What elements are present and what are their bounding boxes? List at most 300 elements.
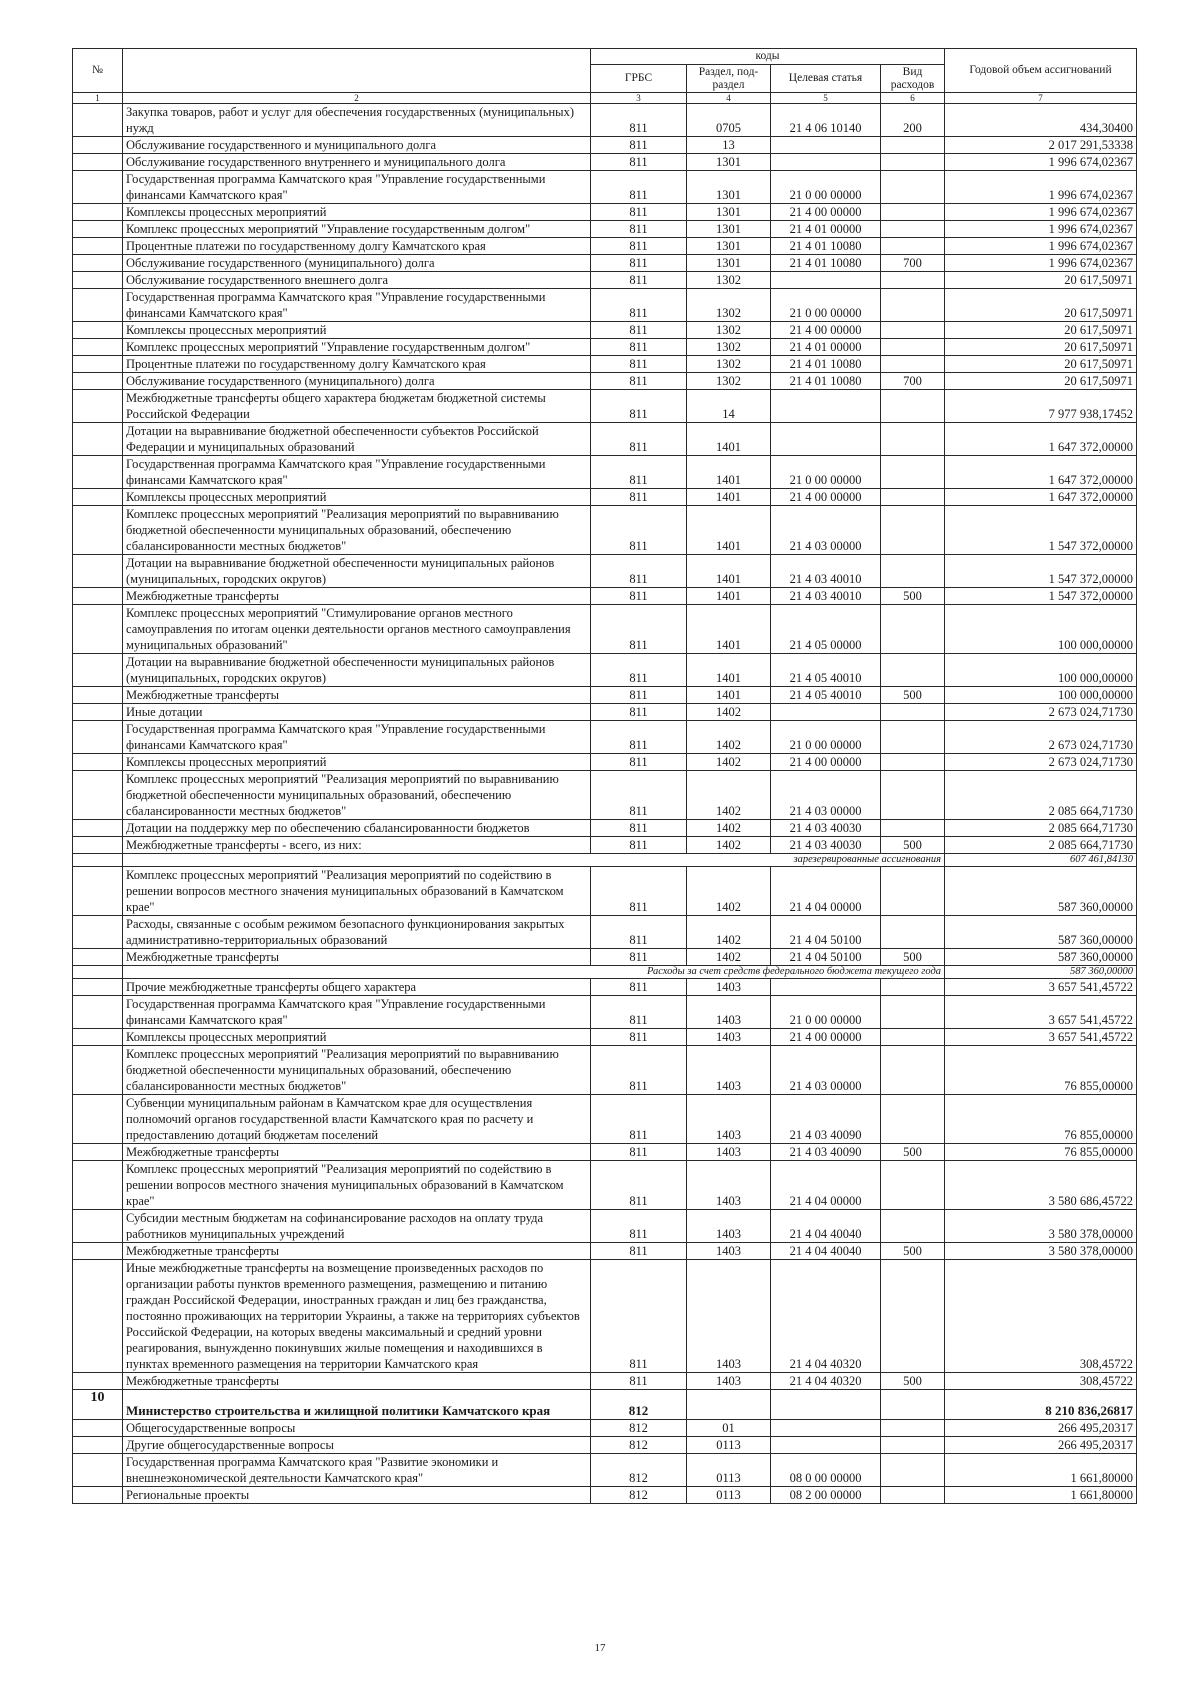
cell-grbs: 811	[591, 949, 687, 966]
cell-name: Дотации на выравнивание бюджетной обеспеченности субъектов Российской Федерации и муниципальных образований	[123, 423, 591, 456]
cell-target: 21 4 01 10080	[771, 255, 881, 272]
col-number: 5	[771, 93, 881, 104]
cell-name: Межбюджетные трансферты	[123, 1243, 591, 1260]
cell-section: 1402	[687, 867, 771, 916]
cell-grbs: 812	[591, 1437, 687, 1454]
cell-name: Обслуживание государственного внешнего долга	[123, 272, 591, 289]
cell-target: 21 4 04 40040	[771, 1210, 881, 1243]
table-row	[73, 1243, 1137, 1260]
cell-num	[73, 916, 123, 949]
cell-grbs: 811	[591, 1260, 687, 1373]
cell-num	[73, 255, 123, 272]
cell-expense-type	[881, 867, 945, 916]
cell-amount: 20 617,50971	[945, 356, 1137, 373]
table-row	[73, 339, 1137, 356]
table-row	[73, 1437, 1137, 1454]
cell-target: 21 4 01 00000	[771, 339, 881, 356]
table-row	[73, 949, 1137, 966]
cell-amount: 1 996 674,02367	[945, 154, 1137, 171]
cell-expense-type	[881, 339, 945, 356]
cell-name: Межбюджетные трансферты	[123, 949, 591, 966]
page-number: 17	[594, 1642, 606, 1654]
cell-num	[73, 996, 123, 1029]
cell-amount: 587 360,00000	[945, 949, 1137, 966]
cell-name: Комплекс процессных мероприятий "Управление государственным долгом"	[123, 221, 591, 238]
table-row	[73, 104, 1137, 137]
cell-num	[73, 204, 123, 221]
cell-section: 1401	[687, 654, 771, 687]
cell-name: Расходы, связанные с особым режимом безопасного функционирования закрытых административно-территориальных образований	[123, 916, 591, 949]
cell-section: 1403	[687, 1029, 771, 1046]
cell-section: 1402	[687, 820, 771, 837]
table-row	[73, 704, 1137, 721]
cell-expense-type	[881, 996, 945, 1029]
cell-num	[73, 1437, 123, 1454]
cell-note-text: Расходы за счет средств федерального бюджета текущего года	[123, 966, 945, 979]
cell-name: Министерство строительства и жилищной политики Камчатского края	[123, 1390, 591, 1420]
table-row	[73, 456, 1137, 489]
col-number: 1	[73, 93, 123, 104]
cell-grbs: 811	[591, 704, 687, 721]
cell-target: 21 4 04 40040	[771, 1243, 881, 1260]
cell-amount: 3 580 686,45722	[945, 1161, 1137, 1210]
cell-amount: 20 617,50971	[945, 373, 1137, 390]
cell-grbs: 811	[591, 1144, 687, 1161]
table-row	[73, 171, 1137, 204]
cell-section: 1402	[687, 771, 771, 820]
cell-num	[73, 373, 123, 390]
cell-num	[73, 1454, 123, 1487]
cell-expense-type	[881, 1161, 945, 1210]
cell-num	[73, 1420, 123, 1437]
cell-expense-type	[881, 154, 945, 171]
cell-target: 21 4 00 00000	[771, 322, 881, 339]
cell-amount: 2 085 664,71730	[945, 837, 1137, 854]
table-row	[73, 1144, 1137, 1161]
cell-expense-type	[881, 1390, 945, 1420]
cell-expense-type	[881, 1095, 945, 1144]
budget-table-sheet	[72, 48, 1136, 1504]
cell-expense-type	[881, 1487, 945, 1504]
table-row	[73, 289, 1137, 322]
cell-section: 1402	[687, 837, 771, 854]
cell-name: Иные межбюджетные трансферты на возмещение произведенных расходов по организации работы пунктов временного размещения, размещению и питанию граждан Российской Федерации, иностранных граждан и лиц без гражданства, постоянно проживающих на территории Украины, а также на территориях субъектов Российской Федерации, на которых введены максимальный и средний уровни реагирования, вынужденно покинувших жилые помещения и находившихся в пунктах временного размещения на территории Камчатского края	[123, 1260, 591, 1373]
cell-num	[73, 506, 123, 555]
cell-num	[73, 104, 123, 137]
table-row	[73, 1046, 1137, 1095]
cell-name: Другие общегосударственные вопросы	[123, 1437, 591, 1454]
cell-num	[73, 390, 123, 423]
cell-target: 21 4 01 10080	[771, 238, 881, 255]
table-row	[73, 979, 1137, 996]
cell-target: 21 4 03 40030	[771, 837, 881, 854]
col-number: 2	[123, 93, 591, 104]
cell-grbs: 811	[591, 555, 687, 588]
cell-amount: 1 996 674,02367	[945, 171, 1137, 204]
cell-section: 0705	[687, 104, 771, 137]
cell-num	[73, 456, 123, 489]
cell-num	[73, 154, 123, 171]
cell-expense-type: 200	[881, 104, 945, 137]
cell-section	[687, 1390, 771, 1420]
cell-name: Дотации на выравнивание бюджетной обеспеченности муниципальных районов (муниципальных, городских округов)	[123, 555, 591, 588]
cell-grbs: 811	[591, 588, 687, 605]
cell-section: 1403	[687, 1210, 771, 1243]
cell-name: Комплекс процессных мероприятий "Реализация мероприятий по выравниванию бюджетной обеспеченности муниципальных образований, обеспечению сбалансированности местных бюджетов"	[123, 771, 591, 820]
cell-num	[73, 289, 123, 322]
cell-num	[73, 1243, 123, 1260]
cell-section: 1402	[687, 916, 771, 949]
cell-grbs: 812	[591, 1487, 687, 1504]
cell-expense-type	[881, 489, 945, 506]
cell-section: 1402	[687, 949, 771, 966]
cell-section: 1302	[687, 289, 771, 322]
cell-target: 21 4 01 10080	[771, 373, 881, 390]
cell-expense-type	[881, 771, 945, 820]
cell-grbs: 811	[591, 1210, 687, 1243]
budget-table	[72, 48, 1137, 1504]
cell-num	[73, 1373, 123, 1390]
cell-amount: 76 855,00000	[945, 1046, 1137, 1095]
cell-grbs: 811	[591, 489, 687, 506]
cell-expense-type	[881, 916, 945, 949]
cell-target	[771, 390, 881, 423]
cell-num	[73, 605, 123, 654]
table-row	[73, 1029, 1137, 1046]
cell-name: Межбюджетные трансферты	[123, 687, 591, 704]
cell-amount: 3 580 378,00000	[945, 1210, 1137, 1243]
cell-target: 21 4 00 00000	[771, 204, 881, 221]
cell-amount: 1 661,80000	[945, 1454, 1137, 1487]
cell-grbs: 811	[591, 1095, 687, 1144]
cell-target: 21 4 01 00000	[771, 221, 881, 238]
cell-target: 21 4 01 10080	[771, 356, 881, 373]
cell-num	[73, 1260, 123, 1373]
cell-expense-type: 500	[881, 837, 945, 854]
header-target: Целевая статья	[771, 65, 881, 93]
cell-grbs: 811	[591, 373, 687, 390]
cell-target: 21 0 00 00000	[771, 289, 881, 322]
cell-name: Субсидии местным бюджетам на софинансирование расходов на оплату труда работников муниципальных учреждений	[123, 1210, 591, 1243]
cell-name: Процентные платежи по государственному долгу Камчатского края	[123, 238, 591, 255]
cell-section: 1403	[687, 1144, 771, 1161]
cell-num	[73, 979, 123, 996]
cell-target	[771, 154, 881, 171]
cell-expense-type	[881, 356, 945, 373]
cell-num	[73, 966, 123, 979]
table-row	[73, 272, 1137, 289]
table-row	[73, 654, 1137, 687]
cell-expense-type	[881, 423, 945, 456]
cell-section: 0113	[687, 1454, 771, 1487]
cell-grbs: 811	[591, 1161, 687, 1210]
cell-grbs: 811	[591, 255, 687, 272]
cell-name: Комплекс процессных мероприятий "Реализация мероприятий по выравниванию бюджетной обеспеченности муниципальных образований, обеспечению сбалансированности местных бюджетов"	[123, 506, 591, 555]
cell-name: Комплекс процессных мероприятий "Реализация мероприятий по выравниванию бюджетной обеспеченности муниципальных образований, обеспечению сбалансированности местных бюджетов"	[123, 1046, 591, 1095]
cell-target: 21 4 03 40090	[771, 1144, 881, 1161]
cell-grbs: 811	[591, 238, 687, 255]
cell-section: 01	[687, 1420, 771, 1437]
cell-grbs: 811	[591, 272, 687, 289]
table-row	[73, 555, 1137, 588]
cell-amount: 1 996 674,02367	[945, 204, 1137, 221]
cell-section: 1401	[687, 489, 771, 506]
table-row	[73, 837, 1137, 854]
cell-num	[73, 1210, 123, 1243]
cell-amount: 100 000,00000	[945, 654, 1137, 687]
cell-section: 1301	[687, 255, 771, 272]
cell-target: 21 4 04 40320	[771, 1373, 881, 1390]
cell-grbs: 811	[591, 390, 687, 423]
cell-amount: 1 647 372,00000	[945, 489, 1137, 506]
cell-name: Процентные платежи по государственному долгу Камчатского края	[123, 356, 591, 373]
cell-grbs: 812	[591, 1390, 687, 1420]
cell-name: Межбюджетные трансферты	[123, 1373, 591, 1390]
cell-amount: 100 000,00000	[945, 687, 1137, 704]
cell-grbs: 811	[591, 867, 687, 916]
cell-target: 21 0 00 00000	[771, 171, 881, 204]
cell-name: Закупка товаров, работ и услуг для обеспечения государственных (муниципальных) нужд	[123, 104, 591, 137]
cell-name: Межбюджетные трансферты - всего, из них:	[123, 837, 591, 854]
cell-target	[771, 272, 881, 289]
cell-section: 1401	[687, 555, 771, 588]
cell-amount: 1 547 372,00000	[945, 588, 1137, 605]
cell-amount: 20 617,50971	[945, 322, 1137, 339]
cell-grbs: 811	[591, 1373, 687, 1390]
cell-name: Межбюджетные трансферты общего характера бюджетам бюджетной системы Российской Федерации	[123, 390, 591, 423]
cell-grbs: 811	[591, 171, 687, 204]
cell-amount: 76 855,00000	[945, 1144, 1137, 1161]
cell-section: 1301	[687, 221, 771, 238]
cell-name: Государственная программа Камчатского края "Управление государственными финансами Камчатского края"	[123, 996, 591, 1029]
cell-expense-type	[881, 322, 945, 339]
table-row	[73, 238, 1137, 255]
cell-target: 21 4 05 00000	[771, 605, 881, 654]
cell-amount: 1 647 372,00000	[945, 423, 1137, 456]
cell-amount: 2 673 024,71730	[945, 704, 1137, 721]
cell-section: 1401	[687, 423, 771, 456]
cell-expense-type	[881, 506, 945, 555]
cell-grbs: 811	[591, 754, 687, 771]
cell-expense-type	[881, 605, 945, 654]
cell-name: Комплексы процессных мероприятий	[123, 754, 591, 771]
cell-amount: 308,45722	[945, 1373, 1137, 1390]
cell-name: Обслуживание государственного (муниципального) долга	[123, 373, 591, 390]
cell-num	[73, 1144, 123, 1161]
table-row	[73, 356, 1137, 373]
cell-section: 0113	[687, 1487, 771, 1504]
cell-num	[73, 771, 123, 820]
cell-grbs: 811	[591, 204, 687, 221]
cell-name: Общегосударственные вопросы	[123, 1420, 591, 1437]
table-row	[73, 1373, 1137, 1390]
cell-name: Дотации на выравнивание бюджетной обеспеченности муниципальных районов (муниципальных, городских округов)	[123, 654, 591, 687]
table-row	[73, 322, 1137, 339]
header-volume: Годовой объем ассигнований	[945, 49, 1137, 93]
cell-name: Комплекс процессных мероприятий "Реализация мероприятий по содействию в решении вопросов местного значения муниципальных образований в Камчатском крае"	[123, 867, 591, 916]
cell-target: 21 4 03 00000	[771, 771, 881, 820]
cell-grbs: 812	[591, 1454, 687, 1487]
cell-section: 1302	[687, 356, 771, 373]
cell-name: Комплекс процессных мероприятий "Стимулирование органов местного самоуправления по итогам оценки деятельности органов местного самоуправления муниципальных образований"	[123, 605, 591, 654]
cell-target: 21 4 04 50100	[771, 916, 881, 949]
cell-grbs: 811	[591, 456, 687, 489]
cell-expense-type	[881, 1210, 945, 1243]
cell-amount: 1 996 674,02367	[945, 221, 1137, 238]
cell-grbs: 811	[591, 979, 687, 996]
table-body	[73, 104, 1137, 1504]
cell-grbs: 811	[591, 1029, 687, 1046]
cell-target: 21 4 05 40010	[771, 687, 881, 704]
header-expense-type: Вид расходов	[881, 65, 945, 93]
cell-target: 21 4 03 00000	[771, 506, 881, 555]
cell-num	[73, 1046, 123, 1095]
table-row	[73, 204, 1137, 221]
cell-name: Комплексы процессных мероприятий	[123, 1029, 591, 1046]
cell-target	[771, 704, 881, 721]
cell-amount: 2 085 664,71730	[945, 820, 1137, 837]
cell-section: 1403	[687, 1260, 771, 1373]
cell-grbs: 811	[591, 687, 687, 704]
cell-target: 21 4 04 40320	[771, 1260, 881, 1373]
cell-name: Государственная программа Камчатского края "Управление государственными финансами Камчатского края"	[123, 171, 591, 204]
cell-target: 21 4 00 00000	[771, 754, 881, 771]
cell-grbs: 811	[591, 221, 687, 238]
cell-section: 1301	[687, 171, 771, 204]
cell-target: 21 4 00 00000	[771, 489, 881, 506]
cell-num	[73, 1161, 123, 1210]
col-number: 7	[945, 93, 1137, 104]
cell-num	[73, 754, 123, 771]
col-number: 3	[591, 93, 687, 104]
cell-grbs: 811	[591, 356, 687, 373]
cell-num	[73, 1029, 123, 1046]
table-row	[73, 867, 1137, 916]
table-row	[73, 1420, 1137, 1437]
table-row	[73, 687, 1137, 704]
cell-expense-type: 700	[881, 255, 945, 272]
cell-amount: 76 855,00000	[945, 1095, 1137, 1144]
cell-grbs: 811	[591, 820, 687, 837]
cell-amount: 2 673 024,71730	[945, 754, 1137, 771]
cell-num	[73, 588, 123, 605]
cell-name: Обслуживание государственного внутреннего и муниципального долга	[123, 154, 591, 171]
cell-amount: 266 495,20317	[945, 1437, 1137, 1454]
cell-amount: 587 360,00000	[945, 916, 1137, 949]
cell-amount: 3 657 541,45722	[945, 996, 1137, 1029]
cell-num	[73, 1487, 123, 1504]
table-row	[73, 1161, 1137, 1210]
cell-num	[73, 339, 123, 356]
cell-section: 1401	[687, 588, 771, 605]
cell-amount: 1 547 372,00000	[945, 506, 1137, 555]
table-row	[73, 221, 1137, 238]
cell-amount: 2 085 664,71730	[945, 771, 1137, 820]
cell-amount: 3 580 378,00000	[945, 1243, 1137, 1260]
table-row	[73, 1095, 1137, 1144]
cell-section: 0113	[687, 1437, 771, 1454]
cell-amount: 20 617,50971	[945, 289, 1137, 322]
cell-grbs: 811	[591, 916, 687, 949]
cell-grbs: 811	[591, 654, 687, 687]
cell-num	[73, 555, 123, 588]
table-row-note	[73, 854, 1137, 867]
cell-section: 1401	[687, 456, 771, 489]
cell-num	[73, 867, 123, 916]
cell-num	[73, 272, 123, 289]
cell-grbs: 811	[591, 289, 687, 322]
table-row	[73, 390, 1137, 423]
cell-name: Межбюджетные трансферты	[123, 1144, 591, 1161]
cell-section: 1302	[687, 322, 771, 339]
cell-expense-type	[881, 979, 945, 996]
cell-section: 1302	[687, 272, 771, 289]
table-row	[73, 721, 1137, 754]
cell-amount: 3 657 541,45722	[945, 979, 1137, 996]
header-name	[123, 49, 591, 93]
cell-section: 1403	[687, 1243, 771, 1260]
cell-expense-type: 500	[881, 1373, 945, 1390]
cell-num	[73, 423, 123, 456]
cell-target: 21 4 03 40010	[771, 555, 881, 588]
cell-expense-type	[881, 137, 945, 154]
cell-target: 21 4 04 00000	[771, 867, 881, 916]
cell-grbs: 811	[591, 1046, 687, 1095]
cell-target	[771, 137, 881, 154]
cell-target: 21 4 04 50100	[771, 949, 881, 966]
cell-section: 1401	[687, 506, 771, 555]
cell-name: Комплекс процессных мероприятий "Управление государственным долгом"	[123, 339, 591, 356]
cell-num	[73, 322, 123, 339]
cell-target: 21 0 00 00000	[771, 996, 881, 1029]
cell-name: Комплексы процессных мероприятий	[123, 322, 591, 339]
cell-section: 1301	[687, 154, 771, 171]
cell-name: Комплекс процессных мероприятий "Реализация мероприятий по содействию в решении вопросов местного значения муниципальных образований в Камчатском крае"	[123, 1161, 591, 1210]
cell-target	[771, 423, 881, 456]
table-row	[73, 373, 1137, 390]
cell-section: 1403	[687, 1046, 771, 1095]
cell-amount: 2 017 291,53338	[945, 137, 1137, 154]
cell-section: 1403	[687, 979, 771, 996]
cell-amount: 308,45722	[945, 1260, 1137, 1373]
cell-note-text: зарезервированные ассигнования	[123, 854, 945, 867]
cell-amount: 20 617,50971	[945, 339, 1137, 356]
cell-target: 21 4 03 40010	[771, 588, 881, 605]
cell-expense-type	[881, 221, 945, 238]
cell-expense-type	[881, 289, 945, 322]
cell-amount: 434,30400	[945, 104, 1137, 137]
cell-name: Дотации на поддержку мер по обеспечению сбалансированности бюджетов	[123, 820, 591, 837]
cell-expense-type	[881, 555, 945, 588]
cell-num	[73, 221, 123, 238]
cell-num	[73, 137, 123, 154]
cell-amount: 1 996 674,02367	[945, 238, 1137, 255]
cell-name: Государственная программа Камчатского края "Управление государственными финансами Камчатского края"	[123, 456, 591, 489]
cell-name: Государственная программа Камчатского края "Управление государственными финансами Камчатского края"	[123, 721, 591, 754]
cell-name: Государственная программа Камчатского края "Управление государственными финансами Камчатского края"	[123, 289, 591, 322]
table-row	[73, 137, 1137, 154]
cell-num	[73, 820, 123, 837]
cell-amount: 1 996 674,02367	[945, 255, 1137, 272]
cell-target: 21 4 03 00000	[771, 1046, 881, 1095]
cell-expense-type	[881, 721, 945, 754]
cell-expense-type	[881, 272, 945, 289]
cell-expense-type: 700	[881, 373, 945, 390]
cell-grbs: 811	[591, 996, 687, 1029]
cell-amount: 587 360,00000	[945, 867, 1137, 916]
cell-num	[73, 238, 123, 255]
cell-name: Субвенции муниципальным районам в Камчатском крае для осуществления полномочий органов государственной власти Камчатского края по расчету и предоставлению дотаций бюджетам поселений	[123, 1095, 591, 1144]
